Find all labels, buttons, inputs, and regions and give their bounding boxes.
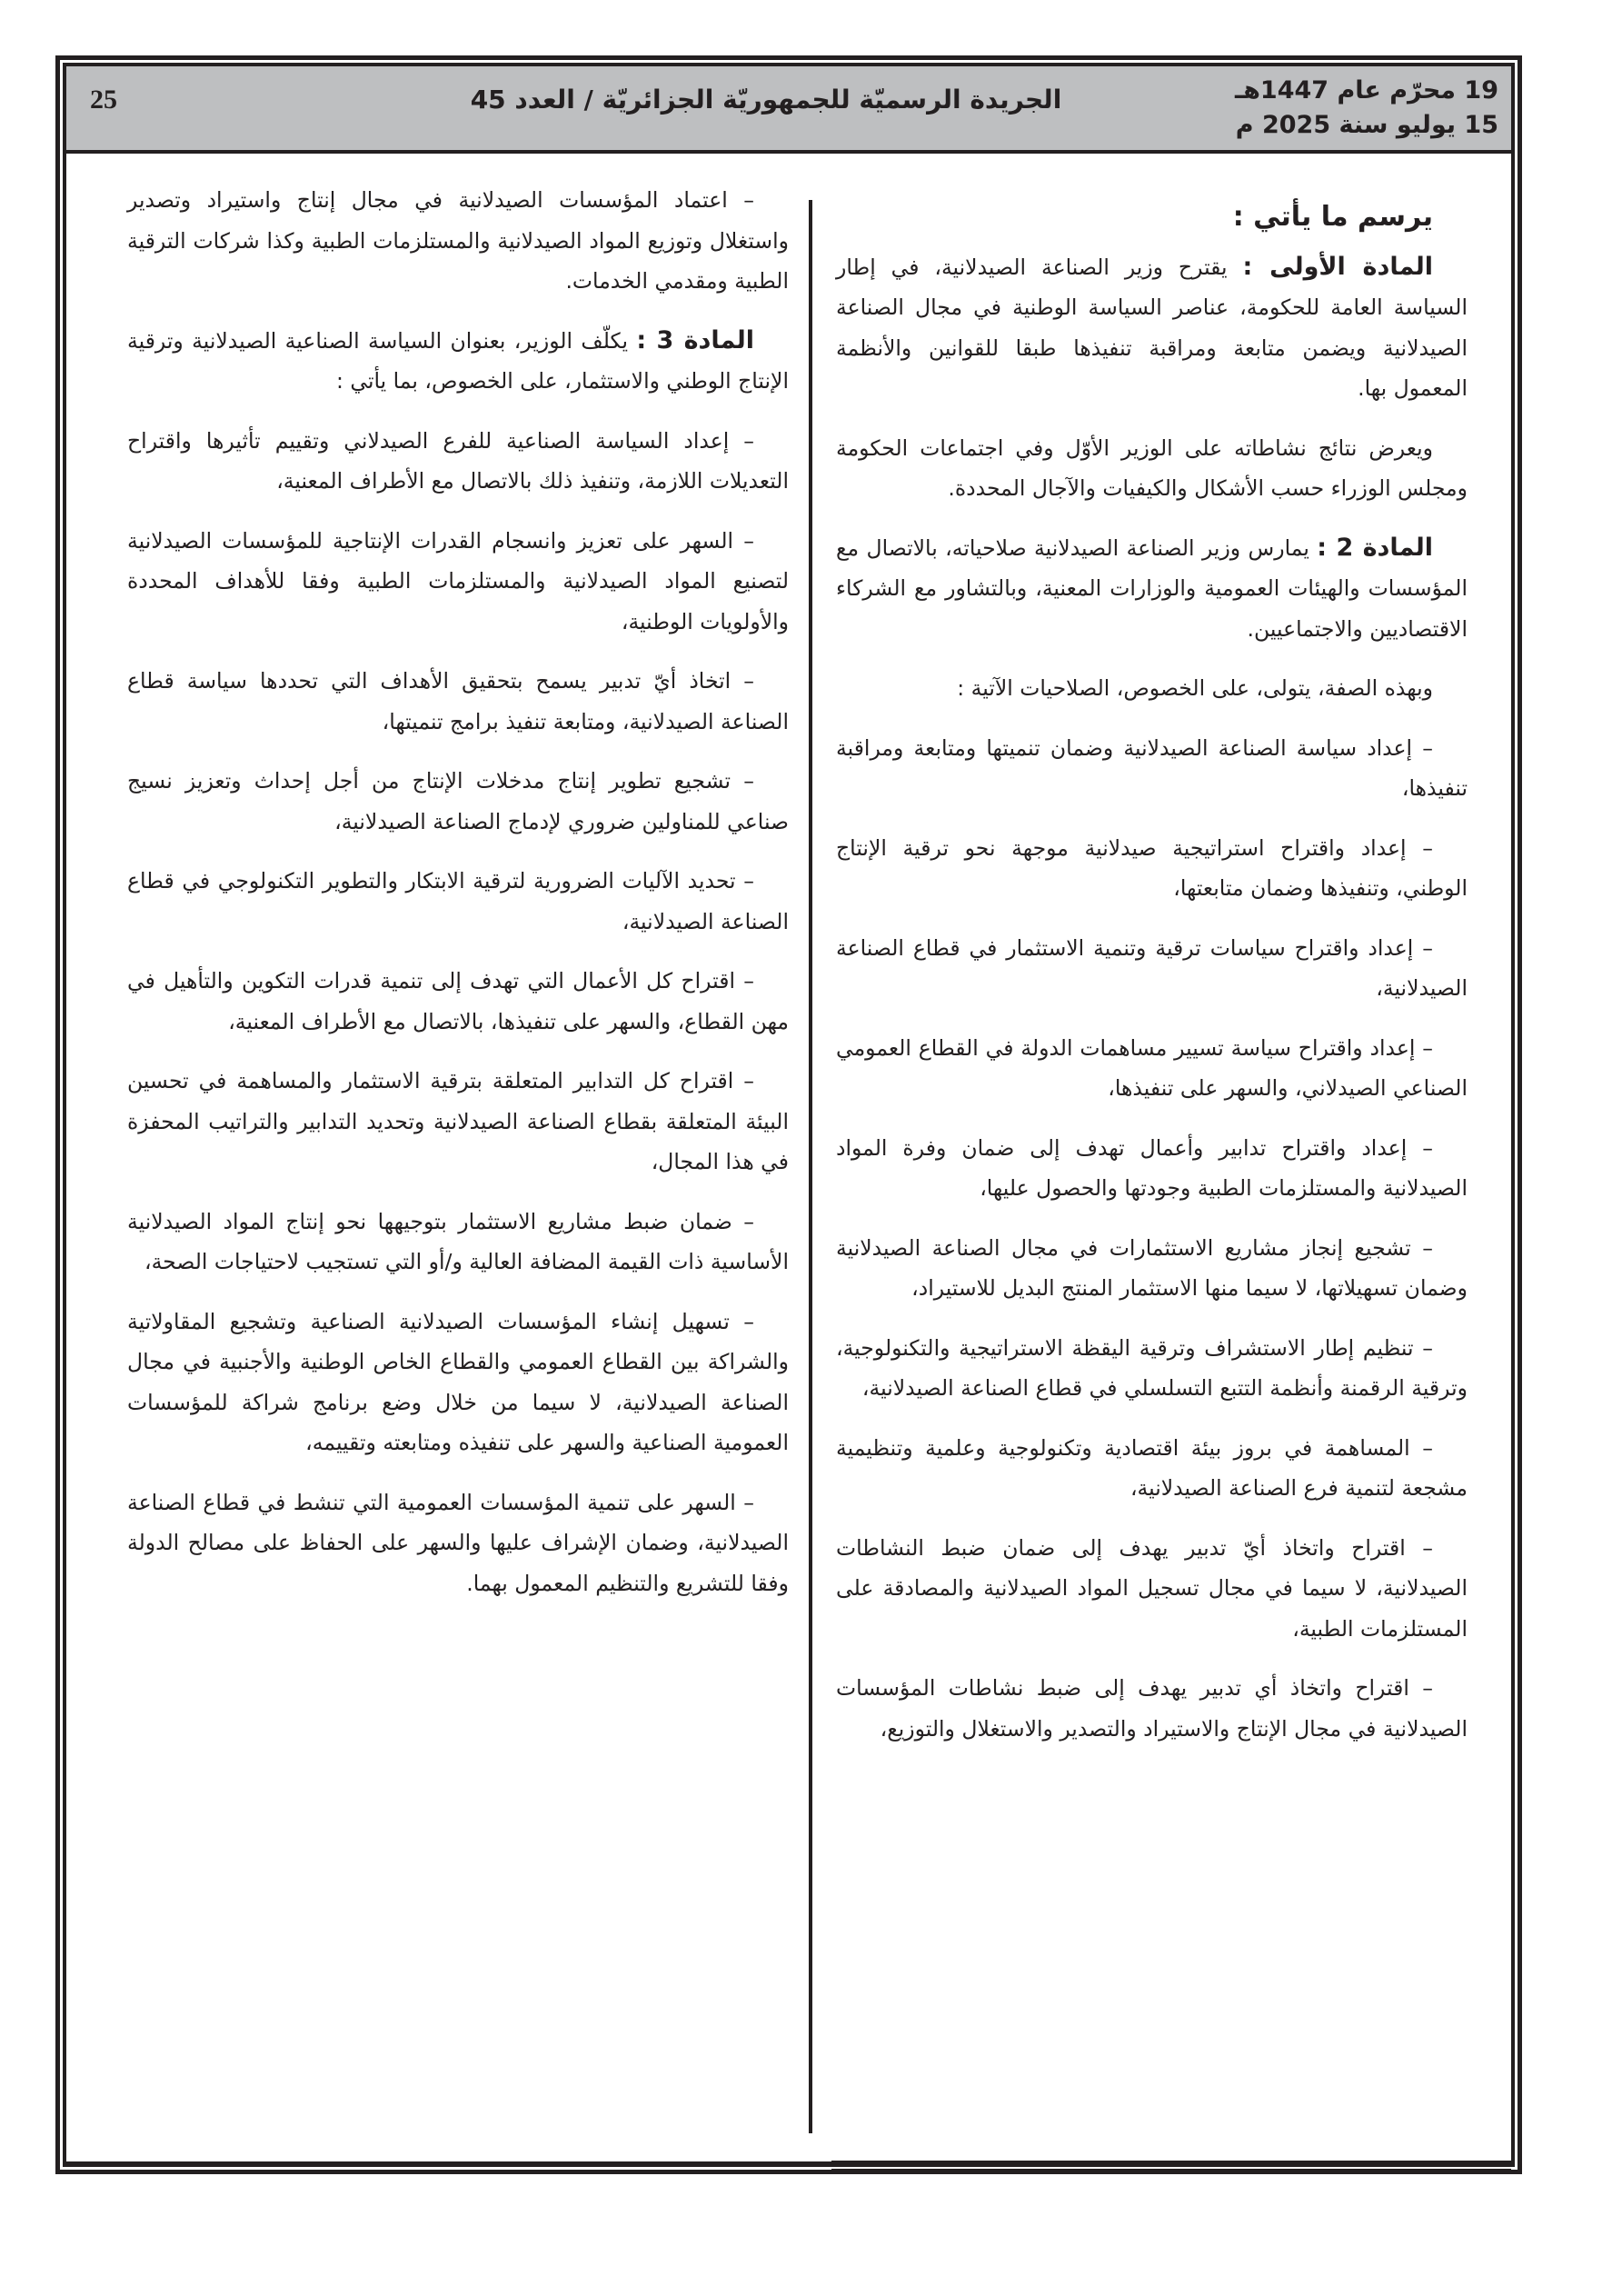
paragraph [836,1528,1468,1650]
paragraph-text: وبهذه الصفة، يتولى، على الخصوص، الصلاحيات الآتية : [957,675,1433,701]
article-label: المادة 2 : [1317,533,1434,562]
paragraph [127,521,789,643]
paragraph [836,728,1468,809]
paragraph-text: يكلّف الوزير، بعنوان السياسة الصناعية الصيدلانية وترقية الإنتاج الوطني والاستثمار، على الخصوص، بما يأتي : [127,327,789,394]
paragraph [127,1061,789,1183]
paragraph [836,1428,1468,1509]
paragraph [836,1228,1468,1309]
paragraph-text: – اقتراح واتخاذ أي تدبير يهدف إلى ضبط نشاطات المؤسسات الصيدلانية في مجال الإنتاج والاستيراد والتصدير والاستغلال والتوزيع، [836,1675,1468,1742]
paragraph-text: ويعرض نتائج نشاطاته على الوزير الأوّل وفي اجتماعات الحكومة ومجلس الوزراء حسب الأشكال والكيفيات والآجال المحددة. [836,434,1468,501]
paragraph [836,828,1468,909]
paragraph [836,1668,1468,1749]
paragraph [836,1328,1468,1409]
article-paragraph [836,247,1468,409]
page-number: 25 [90,85,117,115]
paragraph [836,428,1468,509]
paragraph [127,661,789,742]
paragraph-text: – إعداد واقتراح استراتيجية صيدلانية موجهة نحو ترقية الإنتاج الوطني، وتنفيذها وضمان متابعتها، [836,834,1468,901]
issue-date [1235,74,1498,143]
paragraph-text: – تسهيل إنشاء المؤسسات الصيدلانية الصناعية وتشجيع المقاولاتية والشراكة بين القطاع العمومي والقطاع الخاص الوطنية والأجنبية في مجال الصناعة الصيدلانية، لا سيما من خلال وضع برنامج شراكة للمؤسسات العمومية الصناعية والسهر على تنفيذه ومتابعته وتقييمه، [127,1308,789,1455]
paragraph [127,861,789,942]
paragraph-text: – إعداد واقتراح سياسات ترقية وتنمية الاستثمار في قطاع الصناعة الصيدلانية، [836,934,1468,1001]
article-label: المادة الأولى : [1242,252,1433,281]
paragraph [127,761,789,842]
paragraph-text: – تنظيم إطار الاستشراف وترقية اليقظة الاستراتيجية والتكنولوجية، وترقية الرقمنة وأنظمة التتبع التسلسلي في قطاع الصناعة الصيدلانية، [836,1334,1468,1401]
paragraph-text: – اتخاذ أيّ تدبير يسمح بتحقيق الأهداف التي تحددها سياسة قطاع الصناعة الصيدلانية، ومتابعة تنفيذ برامج تنميتها، [127,668,789,734]
paragraph-text: – المساهمة في بروز بيئة اقتصادية وتكنولوجية وعلمية وتنظيمية مشجعة لتنمية فرع الصناعة الصيدلانية، [836,1434,1468,1501]
paragraph [836,1128,1468,1209]
paragraph [836,1028,1468,1109]
paragraph-text: – إعداد واقتراح تدابير وأعمال تهدف إلى ضمان وفرة المواد الصيدلانية والمستلزمات الطبية وجودتها والحصول عليها، [836,1134,1468,1201]
column-end-rule-left [66,2161,831,2174]
paragraph-text: – تحديد الآليات الضرورية لترقية الابتكار والتطوير التكنولوجي في قطاع الصناعة الصيدلانية، [127,868,789,934]
column-divider [809,200,812,2133]
paragraph [127,421,789,502]
page-header [66,66,1511,154]
date-gregorian: 15 يوليو سنة 2025 م [1235,111,1498,139]
paragraph-text: – إعداد السياسة الصناعية للفرع الصيدلاني وتقييم تأثيرها واقتراح التعديلات اللازمة، وتنفيذ ذلك بالاتصال مع الأطراف المعنية، [127,427,789,494]
paragraph [127,1202,789,1283]
paragraph-text: – اعتماد المؤسسات الصيدلانية في مجال إنتاج واستيراد وتصدير واستغلال وتوزيع المواد الصيدلانية والمستلزمات الطبية وكذا شركات الترقية الطبية ومقدمي الخدمات. [127,187,789,294]
paragraph [127,961,789,1042]
left-column [127,180,789,1622]
paragraph-text: – تشجيع تطوير إنتاج مدخلات الإنتاج من أجل إحداث وتعزيز نسيج صناعي للمناولين ضروري لإدماج الصناعة الصيدلانية، [127,768,789,834]
column-end-rule-right [831,2161,1511,2173]
paragraph [127,180,789,302]
article-paragraph [836,528,1468,650]
date-hijri: 19 محرّم عام 1447هـ [1234,76,1498,105]
decree-heading: يرسم ما يأتي : [1232,201,1433,233]
paragraph-text: يمارس وزير الصناعة الصيدلانية صلاحياته، بالاتصال مع المؤسسات والهيئات العمومية والوزارات المعنية، وبالتشاور مع الشركاء الاقتصاديين والاجتماعيين. [836,534,1468,642]
paragraph-text: – اقتراح كل الأعمال التي تهدف إلى تنمية قدرات التكوين والتأهيل في مهن القطاع، والسهر على تنفيذها، بالاتصال مع الأطراف المعنية، [127,968,789,1034]
paragraph-text: – إعداد واقتراح سياسة تسيير مساهمات الدولة في القطاع العمومي الصناعي الصيدلاني، والسهر على تنفيذها، [836,1034,1468,1101]
article-paragraph [127,321,789,402]
paragraph-text: يقترح وزير الصناعة الصيدلانية، في إطار السياسة العامة للحكومة، عناصر السياسة الوطنية في مجال الصناعة الصيدلانية ويضمن متابعة ومراقبة تنفيذها طبقا للقوانين والأنظمة المعمول بها. [836,254,1468,401]
paragraph-text: – ضمان ضبط مشاريع الاستثمار بتوجيهها نحو إنتاج المواد الصيدلانية الأساسية ذات القيمة المضافة العالية و/أو التي تستجيب لاحتياجات الصحة، [127,1208,789,1274]
gazette-title: الجريدة الرسميّة للجمهوريّة الجزائريّة / العدد 45 [470,85,1062,115]
paragraph [836,668,1468,709]
paragraph-text: – السهر على تعزيز وانسجام القدرات الإنتاجية للمؤسسات الصيدلانية لتصنيع المواد الصيدلانية والمستلزمات الطبية وفقا للأهداف المحددة والأولويات الوطنية، [127,527,789,634]
paragraph-text: – تشجيع إنجاز مشاريع الاستثمارات في مجال الصناعة الصيدلانية وضمان تسهيلاتها، لا سيما منها الاستثمار المنتج البديل للاستيراد، [836,1234,1468,1301]
paragraph-text: – إعداد سياسة الصناعة الصيدلانية وضمان تنميتها ومتابعة ومراقبة تنفيذها، [836,734,1468,801]
paragraph [127,1302,789,1463]
article-label: المادة 3 : [636,325,755,354]
paragraph-text: – اقتراح كل التدابير المتعلقة بترقية الاستثمار والمساهمة في تحسين البيئة المتعلقة بقطاع الصناعة الصيدلانية وتحديد التدابير والتراتيب المحفزة في هذا المجال، [127,1068,789,1174]
paragraph [836,928,1468,1009]
paragraph-text: – اقتراح واتخاذ أيّ تدبير يهدف إلى ضمان ضبط النشاطات الصيدلانية، لا سيما في مجال تسجيل المواد الصيدلانية والمصادقة على المستلزمات الطبية، [836,1534,1468,1642]
paragraph-text: – السهر على تنمية المؤسسات العمومية التي تنشط في قطاع الصناعة الصيدلانية، وضمان الإشراف عليها والسهر على الحفاظ على مصالح الدولة وفقا للتشريع والتنظيم المعمول بهما. [127,1489,789,1596]
paragraph [127,1482,789,1604]
right-column [836,186,1468,1768]
